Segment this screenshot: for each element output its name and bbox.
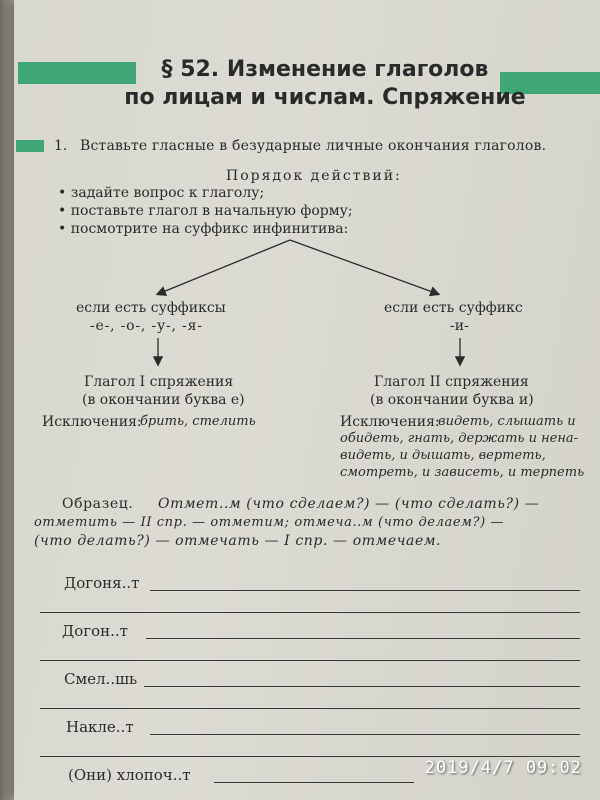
sample-line-1: Отмет..м (что сделаем?) — (что сделать?) — — [158, 496, 540, 512]
section-title — [110, 56, 540, 112]
task-3-answer-line[interactable] — [144, 686, 580, 687]
procedure-step-1: • задайте вопрос к глаголу; — [58, 185, 265, 201]
task-3-answer-line-2[interactable] — [40, 708, 580, 709]
left-condition: если есть суффиксы — [76, 300, 226, 316]
task-1-word: Догоня..т — [64, 574, 140, 592]
exercise-instruction: Вставьте гласные в безударные личные окончания глаголов. — [80, 138, 547, 154]
right-exceptions-line-4: смотреть, и зависеть, и терпеть — [340, 465, 585, 480]
sample-line-2: отметить — II спр. — отметим; отмеча..м (что делаем?) — — [34, 515, 505, 530]
task-2-answer-line[interactable] — [146, 638, 580, 639]
sample-label: Образец. — [62, 496, 134, 512]
left-exceptions: брить, стелить — [140, 414, 256, 429]
task-5-answer-line[interactable] — [214, 782, 414, 783]
task-5-word: (Они) хлопоч..т — [68, 766, 191, 784]
procedure-step-2: • поставьте глагол в начальную форму; — [58, 203, 353, 219]
book-spine — [0, 0, 14, 800]
right-result-detail: (в окончании буква и) — [370, 392, 534, 408]
task-1-answer-line-2[interactable] — [40, 612, 580, 613]
section-title-line1: § 52. Изменение глаголов — [161, 57, 489, 82]
exercise-marker — [16, 140, 44, 152]
section-title-line2: по лицам и числам. Спряжение — [124, 85, 526, 110]
left-result-detail: (в окончании буква е) — [82, 392, 245, 408]
right-suffixes: -и- — [450, 318, 469, 334]
procedure-heading: Порядок действий: — [226, 168, 402, 184]
task-4-answer-line[interactable] — [150, 734, 580, 735]
right-exceptions-line-1: видеть, слышать и — [438, 414, 576, 429]
left-result: Глагол I спряжения — [84, 374, 234, 390]
procedure-step-3: • посмотрите на суффикс инфинитива: — [58, 221, 349, 237]
right-exceptions-line-2: обидеть, гнать, держать и нена- — [340, 431, 579, 446]
sample-line-3: (что делать?) — отмечать — I спр. — отмечаем. — [34, 533, 442, 549]
task-2-answer-line-2[interactable] — [40, 660, 580, 661]
task-4-word: Накле..т — [66, 718, 134, 736]
exercise-number: 1. — [54, 138, 68, 154]
task-3-word: Смел..шь — [64, 670, 138, 688]
task-1-answer-line[interactable] — [150, 590, 580, 591]
right-condition: если есть суффикс — [384, 300, 523, 316]
left-exceptions-label: Исключения: — [42, 414, 142, 430]
photo-timestamp: 2019/4/7 09:02 — [424, 758, 582, 778]
left-suffixes: -е-, -о-, -у-, -я- — [90, 318, 203, 334]
task-2-word: Догон..т — [62, 622, 128, 640]
task-4-answer-line-2[interactable] — [40, 756, 580, 757]
right-exceptions-label: Исключения: — [340, 414, 440, 430]
right-exceptions-line-3: видеть, и дышать, вертеть, — [340, 448, 546, 463]
right-result: Глагол II спряжения — [374, 374, 529, 390]
